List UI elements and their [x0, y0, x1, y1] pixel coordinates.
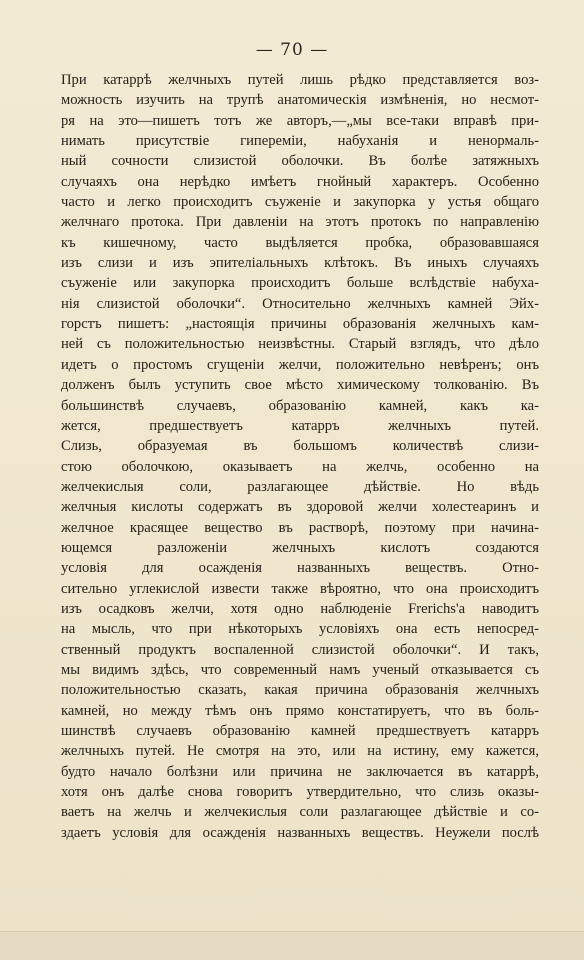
text-line: жется, предшествуетъ катарръ желчныхъ путей.	[61, 417, 539, 434]
text-line: ря на это—пишетъ тотъ же авторъ,—„мы все-таки вправѣ при-	[61, 112, 539, 129]
text-line: ющемся разложеніи желчныхъ кислотъ создаются	[61, 539, 539, 556]
page-bottom-edge	[0, 931, 584, 960]
page-number: — 70 —	[255, 40, 329, 60]
text-line: ственный продуктъ воспаленной слизистой оболочки“. И такъ,	[61, 641, 539, 658]
text-line: нія слизистой оболочки“. Относительно желчныхъ камней Эйх-	[61, 295, 539, 312]
text-line: условія для осажденія названныхъ веществъ. Отно-	[61, 560, 539, 577]
text-line: здаетъ условія для осажденія названныхъ веществъ. Неужели послѣ	[61, 824, 539, 841]
text-line: Слизь, образуемая въ большомъ количествѣ слизи-	[61, 438, 539, 455]
text-line: мы видимъ здѣсь, что современный намъ ученый отказывается съ	[61, 661, 539, 678]
text-line: желчныхъ путей. Не смотря на это, или на истину, ему кажется,	[61, 743, 539, 760]
text-line: желчекислыя соли, разлагающее дѣйствіе. Но вѣдь	[61, 478, 539, 495]
text-line: положительностью сказать, какая причина образованія желчныхъ	[61, 682, 539, 699]
text-line: случаяхъ она нерѣдко имѣетъ гнойный характеръ. Особенно	[61, 173, 539, 190]
text-line: ней съ положительностью неизвѣстны. Старый взглядъ, что дѣло	[61, 336, 539, 353]
text-line: желчныя кислоты содержатъ въ здоровой желчи холестеаринъ и	[61, 499, 539, 516]
text-line: сительно углекислой извести также вѣроятно, что она происходитъ	[61, 580, 539, 597]
text-line: часто и легко происходитъ съуженіе и закупорка у устья общаго	[61, 194, 539, 211]
text-line: можность изучить на трупѣ анатомическія измѣненія, но несмот-	[61, 92, 539, 109]
text-line: При катаррѣ желчныхъ путей лишь рѣдко представляется воз-	[61, 72, 539, 88]
body-text	[61, 70, 539, 843]
text-line: изъ осадковъ желчи, хотя одно наблюденіе Frerichs'а наводитъ	[61, 600, 539, 617]
text-line: нимать присутствіе гипереміи, набуханія и ненормаль-	[61, 133, 539, 150]
text-line: изъ слизи и изъ эпителіальныхъ клѣтокъ. Въ иныхъ случаяхъ	[61, 255, 539, 272]
text-line: хотя онъ далѣе снова говоритъ утвердительно, что слизь оказы-	[61, 784, 539, 801]
text-line: большинствѣ случаевъ, образованію камней, какъ ка-	[61, 397, 539, 414]
text-line: будто начало болѣзни или причина не заключается въ катаррѣ,	[61, 763, 539, 780]
text-line: съуженіе или закупорка происходитъ больше вслѣдствіе набуха-	[61, 275, 539, 292]
text-line: шинствѣ случаевъ образованію камней предшествуетъ катарръ	[61, 723, 539, 739]
text-line: идетъ о простомъ сгущеніи желчи, положительно невѣренъ; онъ	[61, 356, 539, 373]
text-line: камней, но между тѣмъ онъ прямо констатируетъ, что въ боль-	[61, 702, 539, 719]
text-line: желчнаго протока. При давленіи на этотъ протокъ по направленію	[61, 214, 539, 231]
text-line: ный сочности слизистой оболочки. Въ болѣе затяжныхъ	[61, 153, 539, 170]
text-line: горстъ пишетъ: „настоящія причины образованія желчныхъ кам-	[61, 316, 539, 333]
text-line: на мысль, что при нѣкоторыхъ условіяхъ она есть непосред-	[61, 621, 539, 638]
text-line: стою оболочкою, оказываетъ на желчь, особенно на	[61, 458, 539, 475]
text-line: къ кишечному, часто выдѣляется пробка, образовавшаяся	[61, 234, 539, 251]
text-line: долженъ былъ уступить свое мѣсто химическому толкованію. Въ	[61, 377, 539, 394]
text-line: желчное красящее вещество въ растворѣ, поэтому при начина-	[61, 519, 539, 536]
text-line: ваетъ на желчь и желчекислыя соли разлагающее дѣйствіе и со-	[61, 804, 539, 821]
